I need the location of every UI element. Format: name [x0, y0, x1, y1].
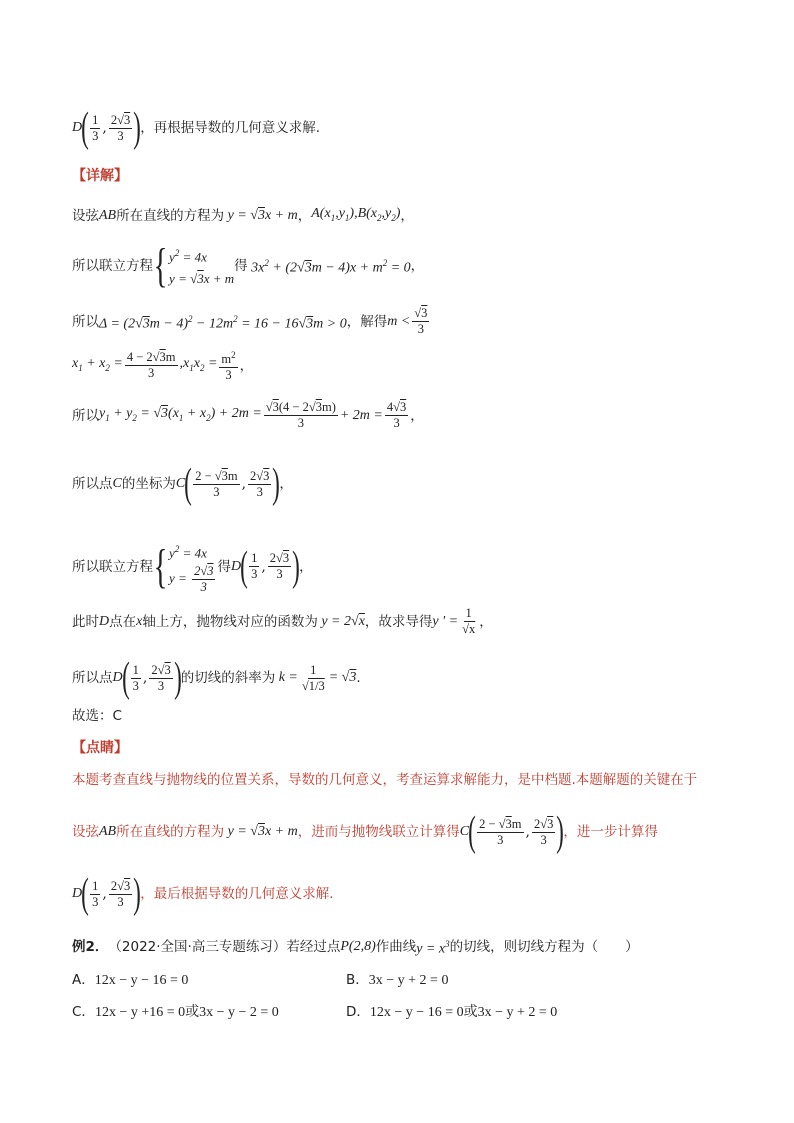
comment-line-2: 设弦 AB 所在直线的方程为 y = √3x + m ，进而与抛物线联立计算得 C ( $\frac{2 - √3m}{3}$ , $\frac{2√3}{3}$ ) ，进一步计算得: [72, 809, 658, 855]
detail-line-7: 所以联立方程 { $y^2 = 4x$ y = $\frac{2√3}{3}$ 得 D ( $\frac{1}{3}$ , $\frac{2√3}{3}$ ) ，: [72, 539, 313, 595]
detail-line-3: 所以 $\Delta = (2√3m - 4)^2 - 12m^2 = 16 - 16√3m > 0$ ，解得 m < $\frac{√3}{3}$: [72, 306, 428, 336]
comment-line-1: 本题考查直线与抛物线的位置关系，导数的几何意义，考查运算求解能力，是中档题.本题解题的关键在于: [72, 772, 698, 788]
example-line: 例2． （2022·全国·高三专题练习） 若经过点 P(2,8) 作曲线 $y = x^3$ 的切线，则切线方程为（ ）: [72, 938, 639, 957]
comment-heading: 【点睛】: [72, 740, 128, 756]
option-c[interactable]: C．12x − y +16 = 0或3x − y − 2 = 0: [72, 1004, 279, 1020]
detail-line-5: 所以 $y_1 + y_2 = √3(x_1 + x_2) + 2m$ = $\frac{√3(4 - 2√3m)}{3}$ + 2m = $\frac{4√3}{3}$ ，: [72, 400, 424, 430]
intro-text: ，再根据导数的几何意义求解.: [140, 120, 320, 136]
detail-line-8: 此时 D 点在 x 轴上方，抛物线对应的函数为 y = 2√x ，故求导得 y ' = $\frac{1}{√x}$ ，: [72, 606, 493, 636]
detail-line-4: $x_1 + x_2$ = $\frac{4 - 2√3m}{3}$ $,x_1x_2$ = $\frac{m^2}{3}$ ，: [72, 350, 254, 383]
comment-line-3: D ( $\frac{1}{3}$ , $\frac{2√3}{3}$ ) ，最后根据导数的几何意义求解.: [72, 871, 334, 917]
option-d[interactable]: D．12x − y − 16 = 0或3x − y + 2 = 0: [346, 1004, 558, 1020]
intro-line: D ( $\frac{1}{3}$ , $\frac{2√3}{3}$ ) ，再根据导数的几何意义求解.: [72, 105, 320, 151]
detail-line-9: 所以点 D ( $\frac{1}{3}$ , $\frac{2√3}{3}$ ) 的切线的斜率为 k = $\frac{1}{√1/3}$ = √3 .: [72, 655, 361, 701]
detail-heading: 【详解】: [72, 168, 128, 184]
option-a[interactable]: A．12x − y − 16 = 0: [72, 972, 189, 988]
detail-line-6: 所以点 C 的坐标为 C ( $\frac{2 - √3m}{3}$ , $\frac{2√3}{3}$ ) ，: [72, 461, 293, 507]
detail-line-2: 所以联立方程 { $y^2 = 4x$ y = √3x + m 得 $3x^2 + (2√3m - 4)x + m^2 = 0$ ，: [72, 239, 425, 293]
detail-line-1: 设弦 AB 所在直线的方程为 y = √3x + m ， $A(x_1,y_1),B(x_2,y_2)$ ，: [72, 206, 414, 224]
option-b[interactable]: B．3x − y + 2 = 0: [346, 972, 449, 988]
answer-line: 故选：C: [72, 708, 122, 724]
